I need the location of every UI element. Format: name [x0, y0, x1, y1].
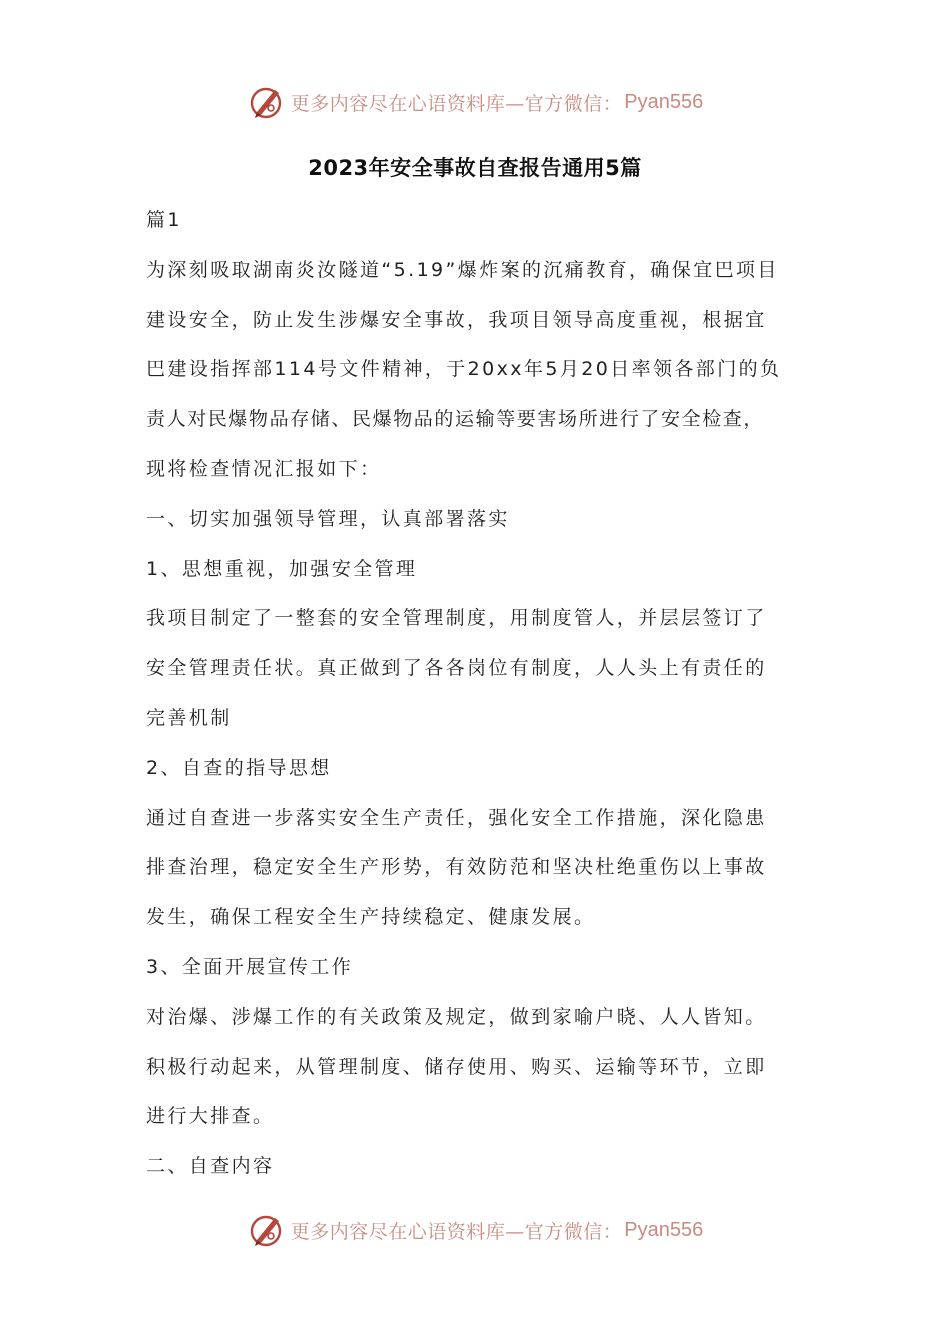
paragraph-line: 现将检查情况汇报如下：	[146, 457, 382, 480]
pen-logo-icon	[247, 1210, 287, 1250]
paragraph-line: 我项目制定了一整套的安全管理制度，用制度管人，并层层签订了	[146, 607, 767, 630]
paragraph-line: 通过自查进一步落实安全生产责任，强化安全工作措施，深化隐患	[146, 806, 767, 829]
paragraph-line: 建设安全，防止发生涉爆安全事故，我项目领导高度重视，根据宜	[146, 308, 767, 331]
paragraph-line: 责人对民爆物品存储、民爆物品的运输等要害场所进行了安全检查，	[146, 408, 765, 431]
banner-wechat-id: Pyan556	[624, 1218, 704, 1241]
subheading-line: 1、思想重视，加强安全管理	[146, 557, 418, 580]
document-title: 2023年安全事故自查报告通用5篇	[308, 156, 642, 180]
paragraph-line: 积极行动起来，从管理制度、储存使用、购买、运输等环节，立即	[146, 1055, 767, 1078]
banner-text: 更多内容尽在心语资料库—官方微信：	[290, 1220, 623, 1243]
banner-wechat-id: Pyan556	[624, 90, 704, 113]
paragraph-line: 安全管理责任状。真正做到了各各岗位有制度，人人头上有责任的	[146, 657, 767, 680]
header-banner	[0, 80, 950, 124]
section-label: 篇1	[146, 209, 182, 231]
footer-banner-content	[247, 1210, 703, 1250]
subheading-line: 3、全面开展宣传工作	[146, 955, 354, 978]
paragraph-line: 发生，确保工程安全生产持续稳定、健康发展。	[146, 906, 596, 929]
paragraph-line: 进行大排查。	[146, 1105, 275, 1128]
paragraph-line: 为深刻吸取湖南炎汝隧道“5.19”爆炸案的沉痛教育，确保宜巴项目	[146, 258, 779, 281]
heading-line: 一、切实加强领导管理，认真部署落实	[146, 507, 510, 530]
document-body	[146, 196, 822, 1192]
heading-line: 二、自查内容	[146, 1155, 275, 1178]
paragraph-line: 排查治理，稳定安全生产形势，有效防范和坚决杜绝重伤以上事故	[146, 856, 767, 879]
pen-logo-icon	[247, 82, 287, 122]
footer-banner	[0, 1208, 950, 1252]
subheading-line: 2、自查的指导思想	[146, 756, 332, 779]
paragraph-line: 巴建设指挥部114号文件精神，于20xx年5月20日率领各部门的负	[146, 358, 782, 381]
paragraph-line: 完善机制	[146, 706, 232, 729]
banner-text: 更多内容尽在心语资料库—官方微信：	[290, 92, 623, 115]
header-banner-content	[247, 82, 703, 122]
paragraph-line: 对治爆、涉爆工作的有关政策及规定，做到家喻户晓、人人皆知。	[146, 1005, 767, 1028]
